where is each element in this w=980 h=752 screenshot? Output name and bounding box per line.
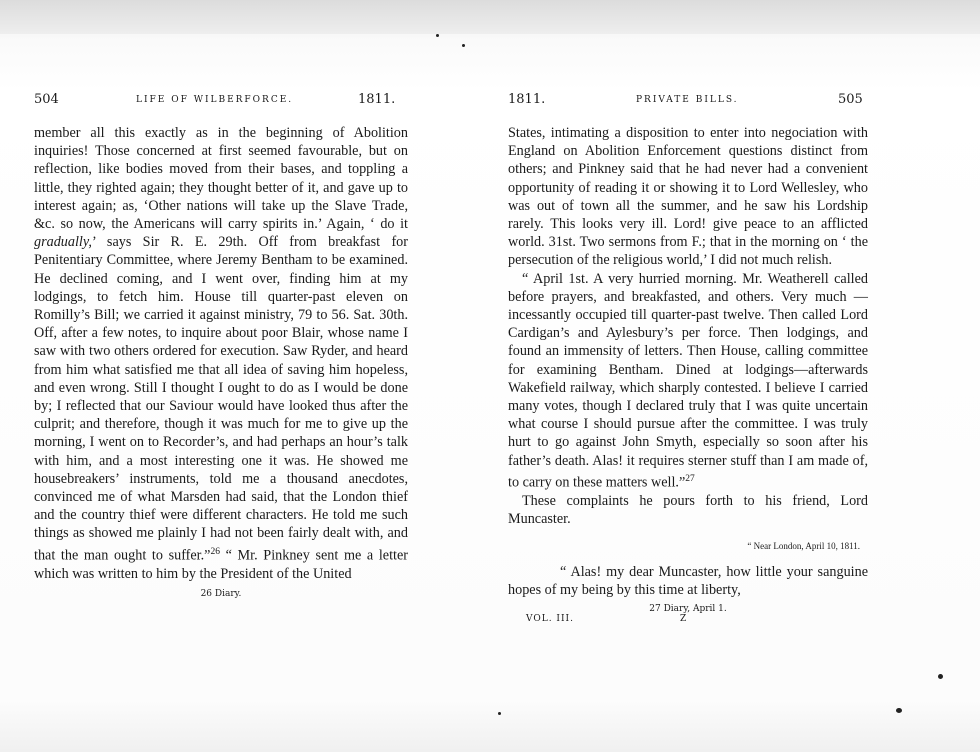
right-page-number: 505	[838, 92, 863, 107]
left-running-head	[34, 92, 408, 110]
right-footnote: 27 Diary, April 1.	[649, 603, 727, 614]
right-year: 1811.	[508, 92, 546, 107]
right-body-text	[508, 124, 868, 528]
footnote-ref-26: 26	[210, 546, 220, 557]
volume-signature: VOL. III.	[526, 613, 574, 624]
scan-speck	[938, 674, 943, 679]
right-running-title: PRIVATE BILLS.	[636, 95, 739, 105]
letter-dateline: “ Near London, April 10, 1811.	[747, 541, 860, 552]
right-paragraph-3: These complaints he pours forth to his friend, Lord Muncaster.	[508, 492, 868, 527]
left-running-title: LIFE OF WILBERFORCE.	[136, 95, 294, 105]
scan-speck	[436, 34, 439, 37]
letter-opening: “ Alas! my dear Muncaster, how little your sanguine hopes of my being by this time at liberty,	[508, 564, 868, 599]
italic-gradually: gradually,	[34, 234, 92, 251]
signature-line	[508, 614, 868, 628]
footnote-ref-27: 27	[685, 473, 695, 484]
scan-speck	[896, 708, 902, 713]
right-page	[508, 92, 868, 628]
scan-speck	[498, 712, 501, 715]
right-paragraph-2: “ April 1st. A very hurried morning. Mr. Weatherell called before prayers, and breakfasted, and others. Very much — incessantly occupied till quarter-past twelve. Then called Lord Cardigan’s and Aylesbury’s per force. Then lodgings, and found an immensity of letters. Then House, calling committee for examining Bentham. Dined at lodgings—afterwards Wakefield railway, which sharply contested. I believe I carried many votes, though I declared truly that I was quite uncertain what course I should pursue after the committee. I was truly hurt to go against John Smyth, especially so soon after his father’s death. Alas! it requires sterner stuff than I am made of, to carry on these matters well.”$^{27}$	[508, 270, 868, 491]
scan-top-edge	[0, 0, 980, 34]
right-paragraph-1: States, intimating a disposition to enter into negociation with England on Abolition Enforcement questions distinct from others; and Pinkney said that he had never had a convenient opportunity of reading it or showing it to Lord Wellesley, who was out of town all the summer, and he saw his Lordship rarely. This looks very ill. Lord! give peace to an afflicted world. 31st. Two sermons from F.; that in the morning on ‘ the persecution of the religious world,’ I did not much relish.	[508, 125, 868, 269]
left-paragraph: member all this exactly as in the beginning of Abolition inquiries! Those concerned at first seemed favourable, but on reflection, like bodies moved from their bases, and toppling a little, they righted again; they thought better of it, and gave up to interest again; as, ‘Other nations will take up the Slave Trade, &c. so now, the Americans will carry spirits in.’ Again, ‘ do it gradually,’ says Sir R. E. 29th. Off from breakfast for Penitentiary Committee, where Jeremy Bentham to be examined. He declined coming, and I went over, finding him at my lodgings, to fetch him. House till quarter-past eleven on Romilly’s Bill; we carried it against ministry, 79 to 56. Sat. 30th. Off, after a few notes, to inquire about poor Blair, whose name I saw with two others ordered for execution. Saw Ryder, and heard from him what satisfied me that all idea of saving him hopeless, and even wrong. Still I thought I ought to do as I would be done by; I reflected that our Saviour would have looked thus after the culprit; and therefore, though it was much for me to give up the morning, I went on to Recorder’s, and had perhaps an hour’s talk with him, and a most interesting one it was. He showed me housebreakers’ instruments, told me a thousand anecdotes, convinced me of what Marsden had said, that the London thief and the country thief were different characters. He told me such things as showed me plainly I had not been fairly dealt with, and that the man ought to suffer.”$^{26}$ “ Mr. Pinkney sent me a letter which was written to him by the President of the United	[34, 125, 408, 582]
left-footnote: 26 Diary.	[200, 588, 242, 599]
right-running-head	[508, 92, 868, 110]
left-page	[34, 92, 408, 599]
gathering-signature: Z	[680, 613, 688, 624]
left-year: 1811.	[358, 92, 396, 107]
scan-speck	[462, 44, 465, 47]
left-page-number: 504	[34, 92, 59, 107]
left-body-text	[34, 124, 408, 583]
